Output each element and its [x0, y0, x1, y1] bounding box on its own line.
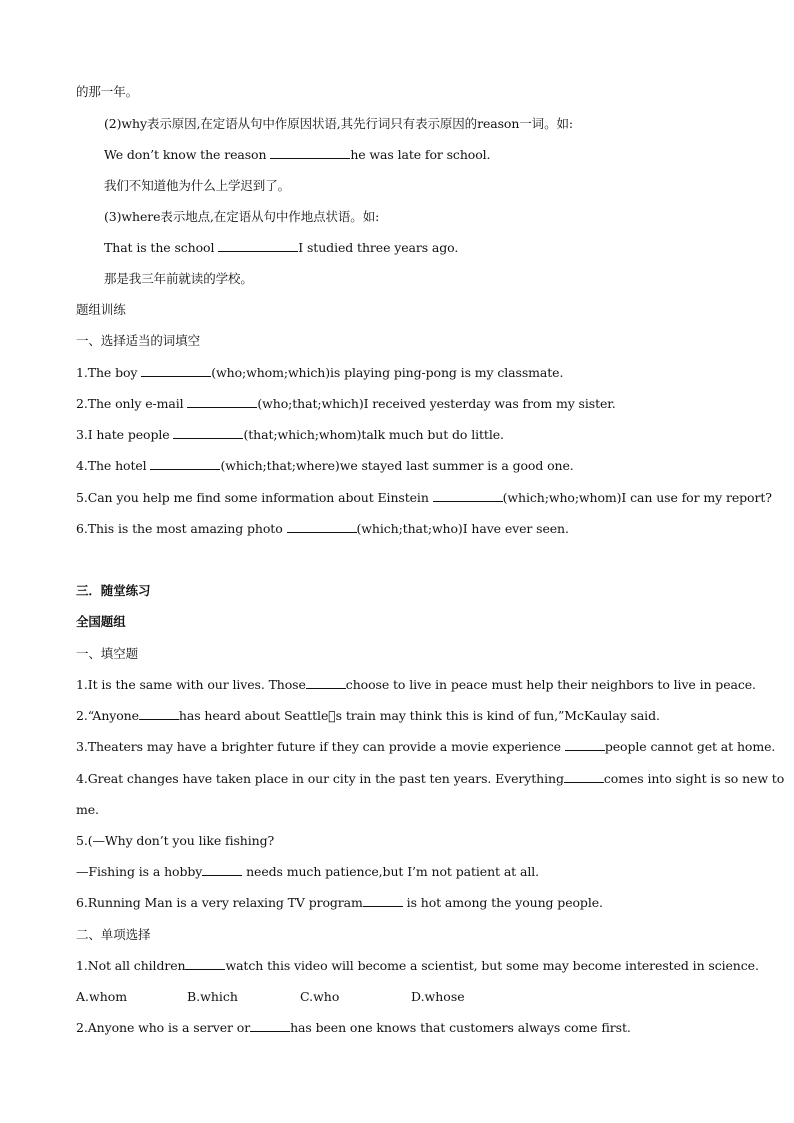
answer-blank[interactable]: [363, 895, 403, 907]
option-c[interactable]: [300, 989, 339, 1005]
answer-blank[interactable]: [187, 396, 257, 408]
answer-blank[interactable]: [433, 490, 503, 502]
list-item: [76, 490, 772, 506]
example-where-translation: [104, 271, 253, 287]
text: needs much patience,but I’m not patient at all.: [242, 864, 539, 879]
option-b[interactable]: [187, 989, 238, 1005]
text: 1.The boy: [76, 365, 142, 380]
list-item: [76, 677, 756, 693]
list-item: [76, 365, 563, 381]
text: comes into sight is so new to: [603, 771, 785, 786]
list-item: [76, 739, 775, 755]
text: I studied three years ago.: [298, 240, 459, 255]
text: has been one knows that customers always come first.: [290, 1020, 631, 1035]
text: (which;that;who)I have ever seen.: [356, 521, 569, 536]
text: 一、填空题: [76, 646, 139, 661]
answer-blank[interactable]: [185, 958, 225, 970]
text: (2)why表示原因,在定语从句中作原因状语,其先行词只有表示原因的reason一词。如:: [104, 116, 573, 131]
section-title: [76, 583, 150, 599]
text: That is the school: [104, 240, 215, 255]
list-item: [76, 1020, 631, 1036]
text: (3)where表示地点,在定语从句中作地点状语。如:: [104, 209, 380, 224]
text: —Fishing is a hobby: [76, 864, 203, 879]
answer-blank[interactable]: [141, 365, 211, 377]
answer-blank[interactable]: [306, 677, 346, 689]
text: 6.This is the most amazing photo: [76, 521, 287, 536]
list-item: [76, 708, 660, 724]
text: D.whose: [411, 989, 465, 1004]
text: (which;that;where)we stayed last summer is a good one.: [220, 458, 574, 473]
text: 5.Can you help me find some information about Einstein: [76, 490, 433, 505]
text: 5.(—Why don’t you like fishing?: [76, 833, 275, 848]
list-item: [76, 458, 574, 474]
text: 1.Not all children: [76, 958, 186, 973]
text: 我们不知道他为什么上学迟到了。: [104, 178, 291, 193]
example-why: [104, 147, 490, 163]
text-line: [76, 84, 138, 100]
text: C.who: [300, 989, 340, 1004]
example-why-translation: [104, 178, 290, 194]
option-d[interactable]: [411, 989, 465, 1005]
answer-blank[interactable]: [564, 771, 604, 783]
list-item: [76, 427, 504, 443]
text: has heard about Seattle s train may think this is kind of fun,”McKaulay said.: [178, 708, 660, 723]
answer-blank[interactable]: [250, 1020, 290, 1032]
list-item: [76, 396, 616, 412]
text: 题组训练: [76, 302, 126, 317]
list-item: [76, 895, 603, 911]
text: 那是我三年前就读的学校。: [104, 271, 253, 286]
answer-blank[interactable]: [565, 739, 605, 751]
group-title: [76, 614, 126, 630]
training-title: [76, 302, 126, 318]
answer-blank[interactable]: [287, 521, 357, 533]
text: 1.It is the same with our lives. Those: [76, 677, 306, 692]
text: (who;that;which)I received yesterday was from my sister.: [257, 396, 616, 411]
text: 6.Running Man is a very relaxing TV program: [76, 895, 363, 910]
fill-title: [76, 646, 138, 662]
answer-blank[interactable]: [218, 240, 298, 252]
answer-blank[interactable]: [139, 708, 179, 720]
text: (which;who;whom)I can use for my report?: [502, 490, 772, 505]
text: 2.Anyone who is a server or: [76, 1020, 251, 1035]
text: We don’t know the reason: [104, 147, 267, 162]
list-item: [76, 864, 539, 880]
text: watch this video will become a scientist, but some may become interested in science.: [225, 958, 759, 973]
option-a[interactable]: [76, 989, 127, 1005]
text: 三．随堂练习: [76, 583, 151, 598]
answer-blank[interactable]: [270, 147, 350, 159]
text: choose to live in peace must help their neighbors to live in peace.: [345, 677, 756, 692]
training-subtitle: [76, 333, 200, 349]
text: 3.Theaters may have a brighter future if they can provide a movie experience: [76, 739, 565, 754]
list-item: [76, 833, 274, 849]
text: 4.The hotel: [76, 458, 151, 473]
text: is hot among the young people.: [402, 895, 603, 910]
text: people cannot get at home.: [604, 739, 776, 754]
list-item: [76, 771, 784, 787]
text: 4.Great changes have taken place in our city in the past ten years. Everything: [76, 771, 564, 786]
choice-title: [76, 927, 150, 943]
text: 2.“Anyone: [76, 708, 139, 723]
text: (that;which;whom)talk much but do little.: [243, 427, 504, 442]
list-item: [76, 521, 569, 537]
text: (who;whom;which)is playing ping-pong is my classmate.: [211, 365, 564, 380]
text: A.whom: [76, 989, 128, 1004]
text: he was late for school.: [350, 147, 491, 162]
text: 2.The only e-mail: [76, 396, 188, 411]
text: 二、单项选择: [76, 927, 151, 942]
text: 3.I hate people: [76, 427, 174, 442]
answer-blank[interactable]: [173, 427, 243, 439]
rule-where: [104, 209, 379, 225]
answer-blank[interactable]: [150, 458, 220, 470]
answer-blank[interactable]: [202, 864, 242, 876]
example-where: [104, 240, 458, 256]
text: 全国题组: [76, 614, 126, 629]
list-item: [76, 958, 759, 974]
text: 的那一年。: [76, 84, 139, 99]
text: me.: [76, 802, 99, 817]
rule-why: [104, 116, 573, 132]
list-item-continuation: [76, 802, 99, 818]
text: B.which: [187, 989, 238, 1004]
text: 一、选择适当的词填空: [76, 333, 201, 348]
